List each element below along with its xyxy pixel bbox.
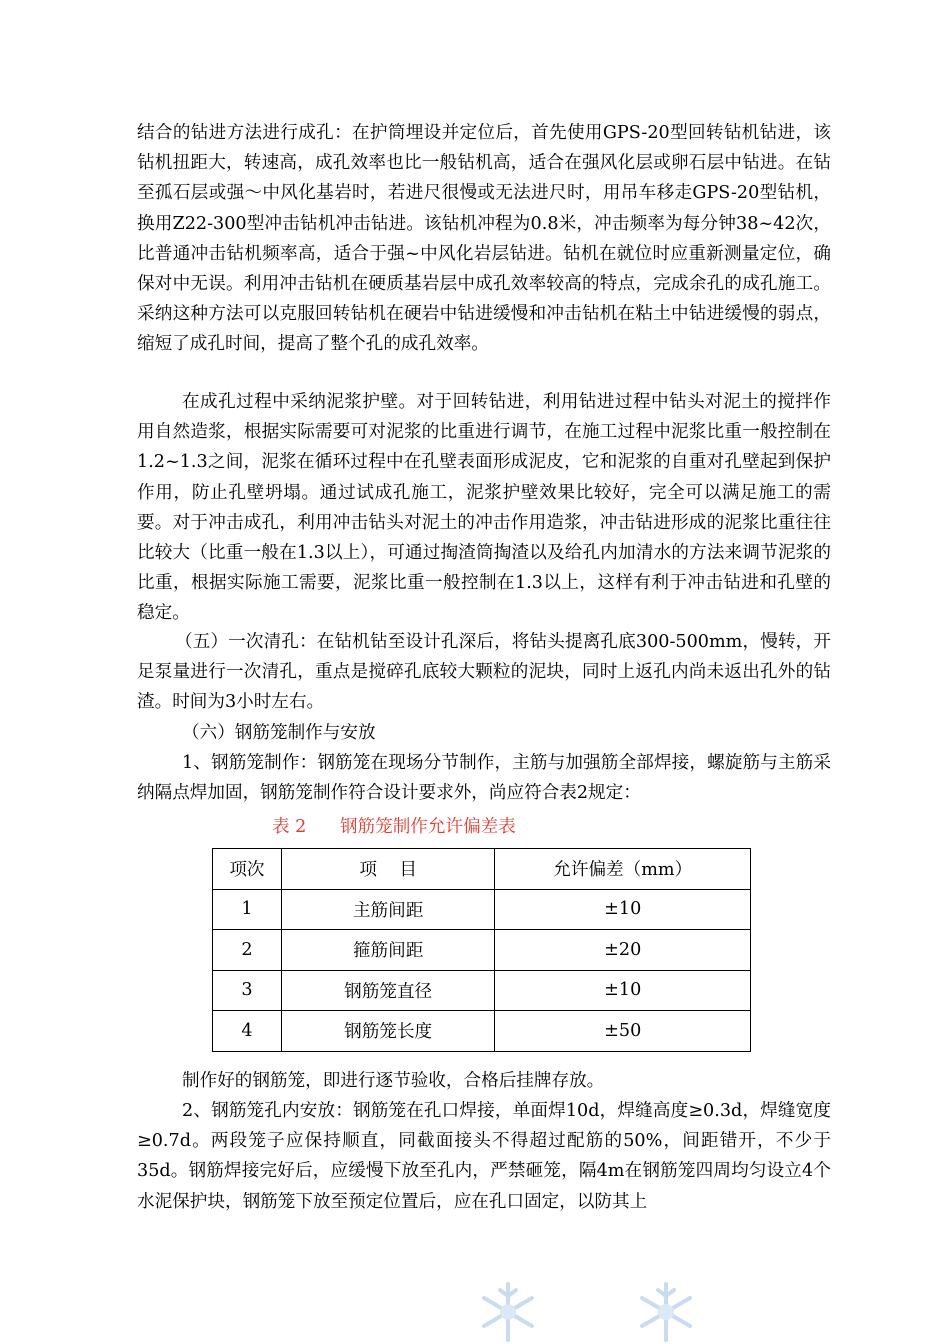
- table-row: [213, 930, 751, 971]
- paragraph-cage-placement: 2、钢筋笼孔内安放：钢筋笼在孔口焊接，单面焊10d，焊缝高度≥0.3d，焊缝宽度≥0.7d。两段笼子应保持顺直，同截面接头不得超过配筋的50%，间距错开，不少于35d。钢筋焊接完好后，应缓慢下放至孔内，严禁砸笼，隔4m在钢筋笼四周均匀设立4个水泥保护块，钢筋笼下放至预定位置后，应在孔口固定，以防其上: [137, 1101, 831, 1212]
- section-heading-cage: （六）钢筋笼制作与安放: [182, 723, 376, 743]
- cell-tolerance: ±20: [495, 930, 751, 971]
- paragraph-cage-acceptance: 制作好的钢筋笼，即进行逐节验收，合格后挂牌存放。: [182, 1071, 605, 1091]
- table-caption: 表 2 钢筋笼制作允许偏差表: [272, 817, 516, 837]
- paragraph-drilling-method: 结合的钻进方法进行成孔：在护筒埋设并定位后，首先使用GPS-20型回转钻机钻进，该钻机扭距大，转速高，成孔效率也比一般钻机高，适合在强风化层或卵石层中钻进。在钻至孤石层或强～中风化基岩时，若进尺很慢或无法进尺时，用吊车移走GPS-20型钻机，换用Z22-300型冲击钻机冲击钻进。该钻机冲程为0.8米，冲击频率为每分钟38~42次，比普通冲击钻机频率高，适合于强~中风化岩层钻进。钻机在就位时应重新测量定位，确保对中无误。利用冲击钻机在硬质基岩层中成孔效率较高的特点，完成余孔的成孔施工。采纳这种方法可以克服回转钻机在硬岩中钻进缓慢和冲击钻机在粘土中钻进缓慢的弱点，缩短了成孔时间，提高了整个孔的成孔效率。: [137, 123, 831, 355]
- snowflake-icon: [476, 1280, 540, 1344]
- paragraph-mud-wall: 在成孔过程中采纳泥浆护壁。对于回转钻进，利用钻进过程中钻头对泥土的搅拌作用自然造浆，根据实际需要可对泥浆的比重进行调节，在施工过程中泥浆比重一般控制在1.2~1.3之间，泥浆在循环过程中在孔壁表面形成泥皮，它和泥浆的自重对孔壁起到保护作用，防止孔壁坍塌。通过试成孔施工，泥浆护壁效果比较好，完全可以满足施工的需要。对于冲击成孔，利用冲击钻头对泥土的冲击作用造浆，冲击钻进形成的泥浆比重往往比较大（比重一般在1.3以上），可通过掏渣筒掏渣以及给孔内加清水的方法来调节泥浆的比重，根据实际施工需要，泥浆比重一般控制在1.3以上，这样有利于冲击钻进和孔壁的稳定。: [137, 392, 831, 624]
- header-tolerance: 允许偏差（mm）: [495, 849, 751, 890]
- header-item: 项 目: [281, 849, 495, 890]
- cell-tolerance: ±50: [495, 1011, 751, 1052]
- tolerance-table: [212, 848, 751, 1052]
- snowflake-icon: [634, 1280, 698, 1344]
- table-row: [213, 889, 751, 930]
- cell-item: 箍筋间距: [281, 930, 495, 971]
- cell-item: 主筋间距: [281, 889, 495, 930]
- cell-item: 钢筋笼直径: [281, 970, 495, 1011]
- cell-no: 4: [213, 1011, 282, 1052]
- cell-no: 2: [213, 930, 282, 971]
- table-header-row: [213, 849, 751, 890]
- table-row: [213, 1011, 751, 1052]
- cell-no: 1: [213, 889, 282, 930]
- table-row: [213, 970, 751, 1011]
- header-item-no: 项次: [213, 849, 282, 890]
- cell-tolerance: ±10: [495, 889, 751, 930]
- cell-no: 3: [213, 970, 282, 1011]
- paragraph-first-cleaning: （五）一次清孔：在钻机钻至设计孔深后，将钻头提离孔底300-500mm，慢转，开足泵量进行一次清孔，重点是搅碎孔底较大颗粒的泥块，同时上返孔内尚未返出孔外的钻渣。时间为3小时左右。: [137, 632, 831, 713]
- cell-tolerance: ±10: [495, 970, 751, 1011]
- cell-item: 钢筋笼长度: [281, 1011, 495, 1052]
- paragraph-cage-making: 1、钢筋笼制作：钢筋笼在现场分节制作，主筋与加强筋全部焊接，螺旋筋与主筋采纳隔点焊加固，钢筋笼制作符合设计要求外，尚应符合表2规定：: [137, 753, 831, 804]
